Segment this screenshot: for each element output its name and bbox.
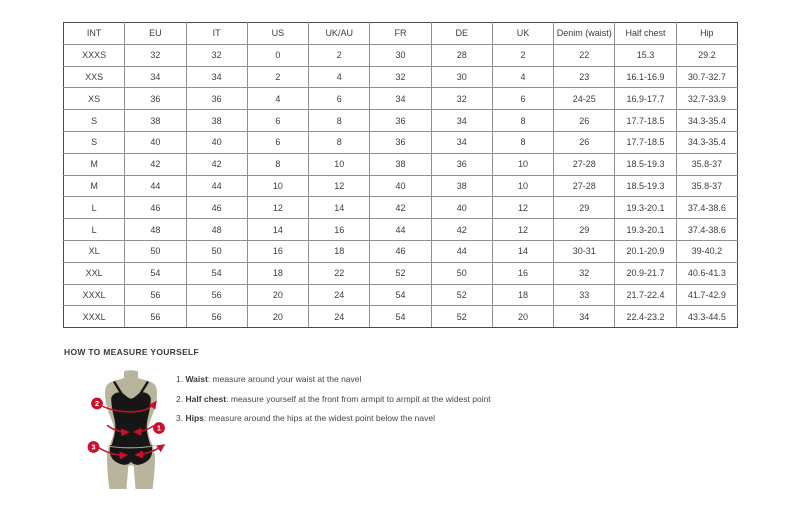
size-cell: 19.3-20.1 bbox=[615, 197, 676, 219]
size-cell: 44 bbox=[125, 175, 186, 197]
size-cell: 19.3-20.1 bbox=[615, 219, 676, 241]
size-cell: 18.5-19.3 bbox=[615, 175, 676, 197]
size-cell: 42 bbox=[186, 153, 247, 175]
size-cell: 6 bbox=[247, 131, 308, 153]
size-cell: 8 bbox=[492, 131, 553, 153]
size-cell: S bbox=[64, 131, 125, 153]
size-cell: 16.1-16.9 bbox=[615, 66, 676, 88]
size-cell: 54 bbox=[125, 262, 186, 284]
size-row bbox=[64, 88, 738, 110]
size-cell: 56 bbox=[186, 306, 247, 328]
size-cell: 40 bbox=[370, 175, 431, 197]
size-cell: 27-28 bbox=[554, 153, 615, 175]
size-cell: 30-31 bbox=[554, 240, 615, 262]
size-cell: 46 bbox=[186, 197, 247, 219]
size-cell: 36 bbox=[370, 110, 431, 132]
size-cell: 32 bbox=[431, 88, 492, 110]
size-row bbox=[64, 219, 738, 241]
size-cell: 38 bbox=[125, 110, 186, 132]
column-header: EU bbox=[125, 23, 186, 45]
size-cell: 22 bbox=[309, 262, 370, 284]
size-cell: XXXL bbox=[64, 284, 125, 306]
size-cell: 8 bbox=[309, 110, 370, 132]
size-cell: 28 bbox=[431, 44, 492, 66]
size-cell: 29.2 bbox=[676, 44, 737, 66]
size-cell: 46 bbox=[370, 240, 431, 262]
size-cell: XS bbox=[64, 88, 125, 110]
waist-badge-number: 1 bbox=[156, 423, 162, 433]
size-cell: 4 bbox=[492, 66, 553, 88]
size-cell: 20 bbox=[492, 306, 553, 328]
size-cell: 44 bbox=[370, 219, 431, 241]
instruction-number: 2. bbox=[176, 393, 184, 404]
measure-instruction-half-chest bbox=[176, 390, 491, 410]
size-row bbox=[64, 110, 738, 132]
size-cell: 56 bbox=[186, 284, 247, 306]
size-cell: 43.3-44.5 bbox=[676, 306, 737, 328]
size-cell: 38 bbox=[186, 110, 247, 132]
size-cell: 14 bbox=[309, 197, 370, 219]
size-cell: 15.3 bbox=[615, 44, 676, 66]
size-cell: 17.7-18.5 bbox=[615, 131, 676, 153]
column-header: Hip bbox=[676, 23, 737, 45]
size-cell: 16 bbox=[492, 262, 553, 284]
size-row bbox=[64, 153, 738, 175]
size-cell: 27-28 bbox=[554, 175, 615, 197]
size-cell: 44 bbox=[186, 175, 247, 197]
size-cell: 2 bbox=[492, 44, 553, 66]
size-cell: 30 bbox=[431, 66, 492, 88]
measure-instruction-waist bbox=[176, 370, 491, 390]
size-row bbox=[64, 131, 738, 153]
size-cell: 32 bbox=[186, 44, 247, 66]
size-cell: 39-40.2 bbox=[676, 240, 737, 262]
size-cell: 34 bbox=[554, 306, 615, 328]
chest-badge-number: 2 bbox=[94, 399, 100, 409]
size-cell: 34 bbox=[370, 88, 431, 110]
size-cell: 37.4-38.6 bbox=[676, 197, 737, 219]
size-cell: 26 bbox=[554, 110, 615, 132]
size-cell: 32 bbox=[125, 44, 186, 66]
instruction-text: : measure around your waist at the navel bbox=[207, 374, 362, 384]
size-cell: 12 bbox=[492, 197, 553, 219]
size-cell: 24 bbox=[309, 306, 370, 328]
size-cell: L bbox=[64, 219, 125, 241]
size-cell: 38 bbox=[431, 175, 492, 197]
size-cell: 38 bbox=[370, 153, 431, 175]
size-cell: XXS bbox=[64, 66, 125, 88]
size-cell: 32 bbox=[370, 66, 431, 88]
column-header: IT bbox=[186, 23, 247, 45]
size-cell: 34 bbox=[431, 131, 492, 153]
column-header: DE bbox=[431, 23, 492, 45]
size-cell: 36 bbox=[370, 131, 431, 153]
size-cell: 36 bbox=[125, 88, 186, 110]
size-cell: 42 bbox=[125, 153, 186, 175]
size-row bbox=[64, 262, 738, 284]
size-table bbox=[63, 22, 738, 328]
size-cell: 54 bbox=[370, 284, 431, 306]
size-cell: 20 bbox=[247, 306, 308, 328]
measure-section-title: HOW TO MEASURE YOURSELF bbox=[64, 347, 200, 357]
size-cell: 21.7-22.4 bbox=[615, 284, 676, 306]
size-cell: 10 bbox=[309, 153, 370, 175]
size-table-body bbox=[64, 44, 738, 327]
size-cell: 34 bbox=[125, 66, 186, 88]
size-cell: 34.3-35.4 bbox=[676, 131, 737, 153]
column-header: UK bbox=[492, 23, 553, 45]
column-header: US bbox=[247, 23, 308, 45]
size-cell: 20.1-20.9 bbox=[615, 240, 676, 262]
size-cell: M bbox=[64, 175, 125, 197]
size-cell: 29 bbox=[554, 219, 615, 241]
size-cell: 56 bbox=[125, 306, 186, 328]
size-cell: 50 bbox=[186, 240, 247, 262]
size-cell: 46 bbox=[125, 197, 186, 219]
size-cell: 16 bbox=[309, 219, 370, 241]
size-cell: 50 bbox=[431, 262, 492, 284]
size-row bbox=[64, 284, 738, 306]
size-cell: 24 bbox=[309, 284, 370, 306]
size-cell: 35.8-37 bbox=[676, 175, 737, 197]
size-cell: S bbox=[64, 110, 125, 132]
size-cell: 10 bbox=[492, 153, 553, 175]
size-cell: 4 bbox=[247, 88, 308, 110]
measurement-figure bbox=[84, 367, 176, 491]
instruction-label: Hips bbox=[185, 413, 204, 423]
size-cell: 2 bbox=[309, 44, 370, 66]
size-cell: 12 bbox=[309, 175, 370, 197]
size-cell: 52 bbox=[431, 306, 492, 328]
size-cell: 41.7-42.9 bbox=[676, 284, 737, 306]
size-cell: 20 bbox=[247, 284, 308, 306]
size-cell: 26 bbox=[554, 131, 615, 153]
size-cell: 30.7-32.7 bbox=[676, 66, 737, 88]
size-cell: 6 bbox=[492, 88, 553, 110]
measure-instruction-hips bbox=[176, 409, 491, 429]
size-cell: 12 bbox=[492, 219, 553, 241]
column-header: Half chest bbox=[615, 23, 676, 45]
instruction-label: Half chest bbox=[185, 393, 227, 404]
size-cell: 37.4-38.6 bbox=[676, 219, 737, 241]
size-cell: XXXS bbox=[64, 44, 125, 66]
size-cell: 0 bbox=[247, 44, 308, 66]
size-cell: L bbox=[64, 197, 125, 219]
size-cell: 6 bbox=[309, 88, 370, 110]
size-cell: 40 bbox=[431, 197, 492, 219]
size-cell: 36 bbox=[186, 88, 247, 110]
size-cell: 16.9-17.7 bbox=[615, 88, 676, 110]
size-cell: 54 bbox=[370, 306, 431, 328]
size-cell: 8 bbox=[247, 153, 308, 175]
size-cell: 42 bbox=[431, 219, 492, 241]
size-cell: 10 bbox=[247, 175, 308, 197]
size-table-container bbox=[63, 22, 738, 328]
size-cell: 50 bbox=[125, 240, 186, 262]
column-header: UK/AU bbox=[309, 23, 370, 45]
size-cell: 34 bbox=[186, 66, 247, 88]
size-cell: 22.4-23.2 bbox=[615, 306, 676, 328]
chest-badge bbox=[91, 398, 103, 410]
size-row bbox=[64, 197, 738, 219]
mannequin-illustration bbox=[84, 367, 176, 491]
size-cell: 18 bbox=[492, 284, 553, 306]
size-cell: 23 bbox=[554, 66, 615, 88]
size-cell: 40 bbox=[125, 131, 186, 153]
size-row bbox=[64, 44, 738, 66]
size-cell: 40.6-41.3 bbox=[676, 262, 737, 284]
hips-badge bbox=[88, 441, 100, 453]
size-cell: XXXL bbox=[64, 306, 125, 328]
size-cell: 4 bbox=[309, 66, 370, 88]
size-cell: M bbox=[64, 153, 125, 175]
size-cell: 8 bbox=[309, 131, 370, 153]
size-cell: 34.3-35.4 bbox=[676, 110, 737, 132]
size-cell: 35.8-37 bbox=[676, 153, 737, 175]
size-cell: 16 bbox=[247, 240, 308, 262]
size-cell: 42 bbox=[370, 197, 431, 219]
size-cell: 29 bbox=[554, 197, 615, 219]
size-cell: XL bbox=[64, 240, 125, 262]
size-cell: 48 bbox=[186, 219, 247, 241]
size-cell: 20.9-21.7 bbox=[615, 262, 676, 284]
size-cell: 8 bbox=[492, 110, 553, 132]
size-cell: 2 bbox=[247, 66, 308, 88]
size-cell: 12 bbox=[247, 197, 308, 219]
instruction-text: : measure around the hips at the widest point below the navel bbox=[203, 413, 435, 423]
size-cell: 10 bbox=[492, 175, 553, 197]
size-cell: 34 bbox=[431, 110, 492, 132]
measure-instructions bbox=[176, 370, 491, 429]
size-cell: 14 bbox=[247, 219, 308, 241]
column-header: FR bbox=[370, 23, 431, 45]
size-row bbox=[64, 306, 738, 328]
camisole bbox=[111, 392, 151, 445]
size-cell: 40 bbox=[186, 131, 247, 153]
size-cell: 32 bbox=[554, 262, 615, 284]
size-row bbox=[64, 175, 738, 197]
size-cell: 33 bbox=[554, 284, 615, 306]
size-table-header-row bbox=[64, 23, 738, 45]
size-cell: 44 bbox=[431, 240, 492, 262]
size-cell: 48 bbox=[125, 219, 186, 241]
column-header: Denim (waist) bbox=[554, 23, 615, 45]
size-cell: 32.7-33.9 bbox=[676, 88, 737, 110]
size-cell: 6 bbox=[247, 110, 308, 132]
size-cell: 18.5-19.3 bbox=[615, 153, 676, 175]
size-cell: 52 bbox=[370, 262, 431, 284]
hips-badge-number: 3 bbox=[91, 442, 96, 452]
size-cell: 56 bbox=[125, 284, 186, 306]
size-cell: 30 bbox=[370, 44, 431, 66]
instruction-number: 1. bbox=[176, 374, 184, 384]
instruction-label: Waist bbox=[185, 374, 208, 384]
instruction-text: : measure yourself at the front from armpit to armpit at the widest point bbox=[226, 393, 491, 404]
size-row bbox=[64, 66, 738, 88]
size-cell: XXL bbox=[64, 262, 125, 284]
size-cell: 24-25 bbox=[554, 88, 615, 110]
instruction-number: 3. bbox=[176, 413, 184, 423]
size-cell: 18 bbox=[247, 262, 308, 284]
size-row bbox=[64, 240, 738, 262]
size-cell: 14 bbox=[492, 240, 553, 262]
size-cell: 54 bbox=[186, 262, 247, 284]
column-header: INT bbox=[64, 23, 125, 45]
size-cell: 36 bbox=[431, 153, 492, 175]
waist-badge bbox=[153, 422, 165, 434]
size-cell: 22 bbox=[554, 44, 615, 66]
size-cell: 17.7-18.5 bbox=[615, 110, 676, 132]
size-cell: 18 bbox=[309, 240, 370, 262]
size-cell: 52 bbox=[431, 284, 492, 306]
